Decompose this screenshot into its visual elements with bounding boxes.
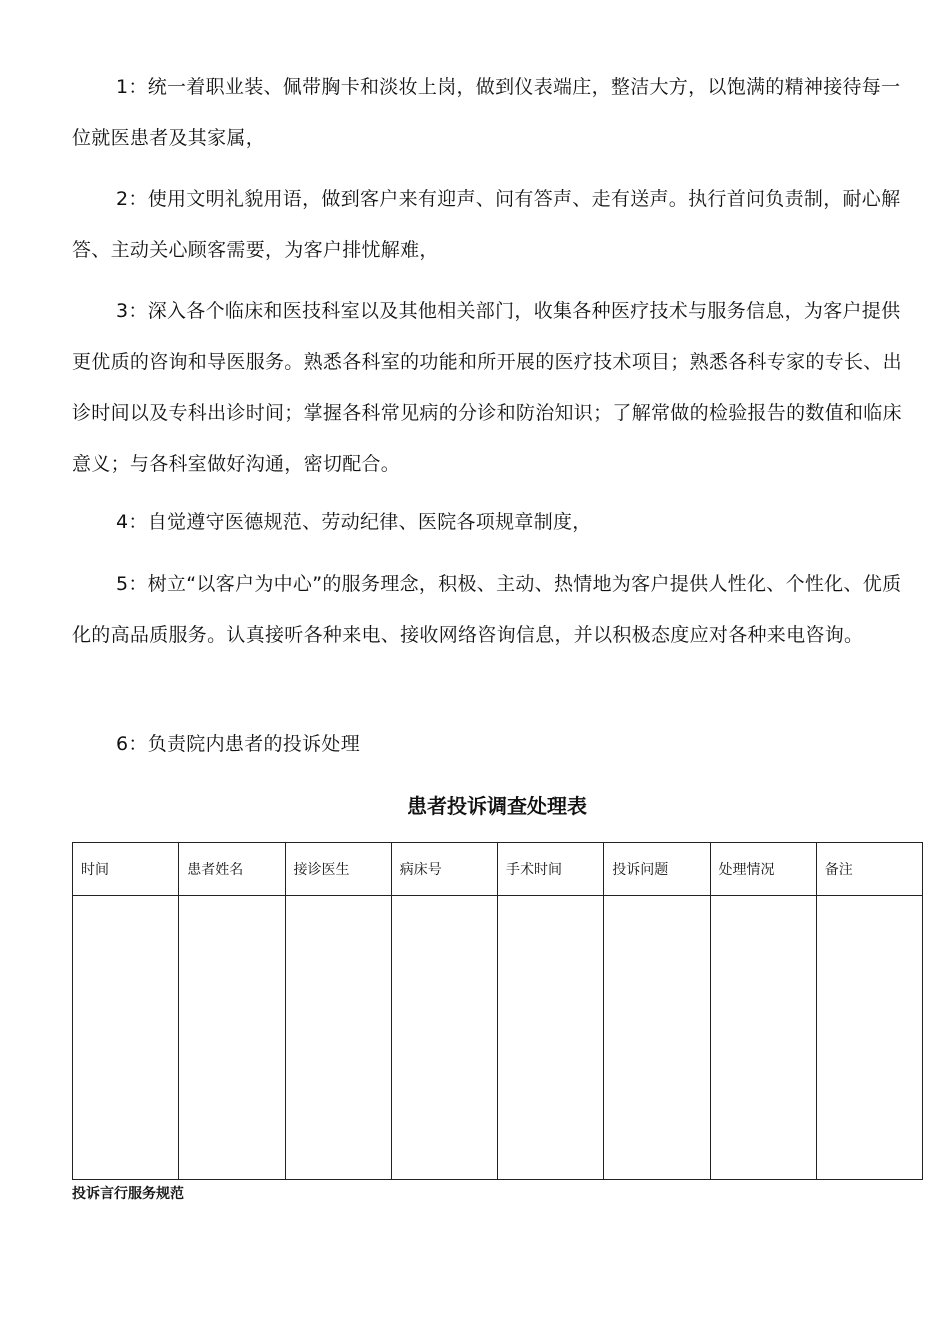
column-header-remarks: 备注 xyxy=(816,843,922,896)
table-cell xyxy=(73,896,179,1180)
table-row xyxy=(73,896,923,1180)
table-cell xyxy=(498,896,604,1180)
paragraph-text: 3：深入各个临床和医技科室以及其他相关部门，收集各种医疗技术与服务信息，为客户提供更优质的咨询和导医服务。熟悉各科室的功能和所开展的医疗技术项目；熟悉各科专家的专长、出诊时间以及专科出诊时间；掌握各科常见病的分诊和防治知识；了解常做的检验报告的数值和临床意义；与各科室做好沟通，密切配合。 xyxy=(72,300,902,475)
table-cell xyxy=(179,896,285,1180)
table-header-row xyxy=(73,843,923,896)
table-title: 患者投诉调查处理表 xyxy=(407,794,587,818)
section-heading: 投诉言行服务规范 xyxy=(72,1186,184,1202)
column-header-patient-name: 患者姓名 xyxy=(179,843,285,896)
paragraph-text: 5：树立“以客户为中心”的服务理念，积极、主动、热情地为客户提供人性化、个性化、优质化的高品质服务。认真接听各种来电、接收网络咨询信息，并以积极态度应对各种来电咨询。 xyxy=(72,573,902,646)
paragraph-item-6 xyxy=(72,719,908,770)
column-header-complaint-issue: 投诉问题 xyxy=(604,843,710,896)
column-header-bed-number: 病床号 xyxy=(391,843,497,896)
column-header-doctor: 接诊医生 xyxy=(285,843,391,896)
column-header-time: 时间 xyxy=(73,843,179,896)
paragraph-text: 4：自觉遵守医德规范、劳动纪律、医院各项规章制度， xyxy=(116,511,592,533)
paragraph-item-3 xyxy=(72,286,908,490)
column-header-handling-status: 处理情况 xyxy=(710,843,816,896)
table-cell xyxy=(604,896,710,1180)
paragraph-item-1 xyxy=(72,62,908,164)
paragraph-item-4 xyxy=(72,497,908,548)
paragraph-item-2 xyxy=(72,174,908,276)
paragraph-text: 1：统一着职业装、佩带胸卡和淡妆上岗，做到仪表端庄，整洁大方，以饱满的精神接待每一位就医患者及其家属， xyxy=(72,76,901,149)
column-header-surgery-time: 手术时间 xyxy=(498,843,604,896)
table-cell xyxy=(816,896,922,1180)
paragraph-item-5 xyxy=(72,559,908,661)
table-cell xyxy=(710,896,816,1180)
paragraph-text: 2：使用文明礼貌用语，做到客户来有迎声、问有答声、走有送声。执行首问负责制，耐心解答、主动关心顾客需要，为客户排忧解难， xyxy=(72,188,901,261)
paragraph-text: 6：负责院内患者的投诉处理 xyxy=(116,733,360,755)
complaint-table xyxy=(72,842,923,1180)
table-cell xyxy=(285,896,391,1180)
table-cell xyxy=(391,896,497,1180)
